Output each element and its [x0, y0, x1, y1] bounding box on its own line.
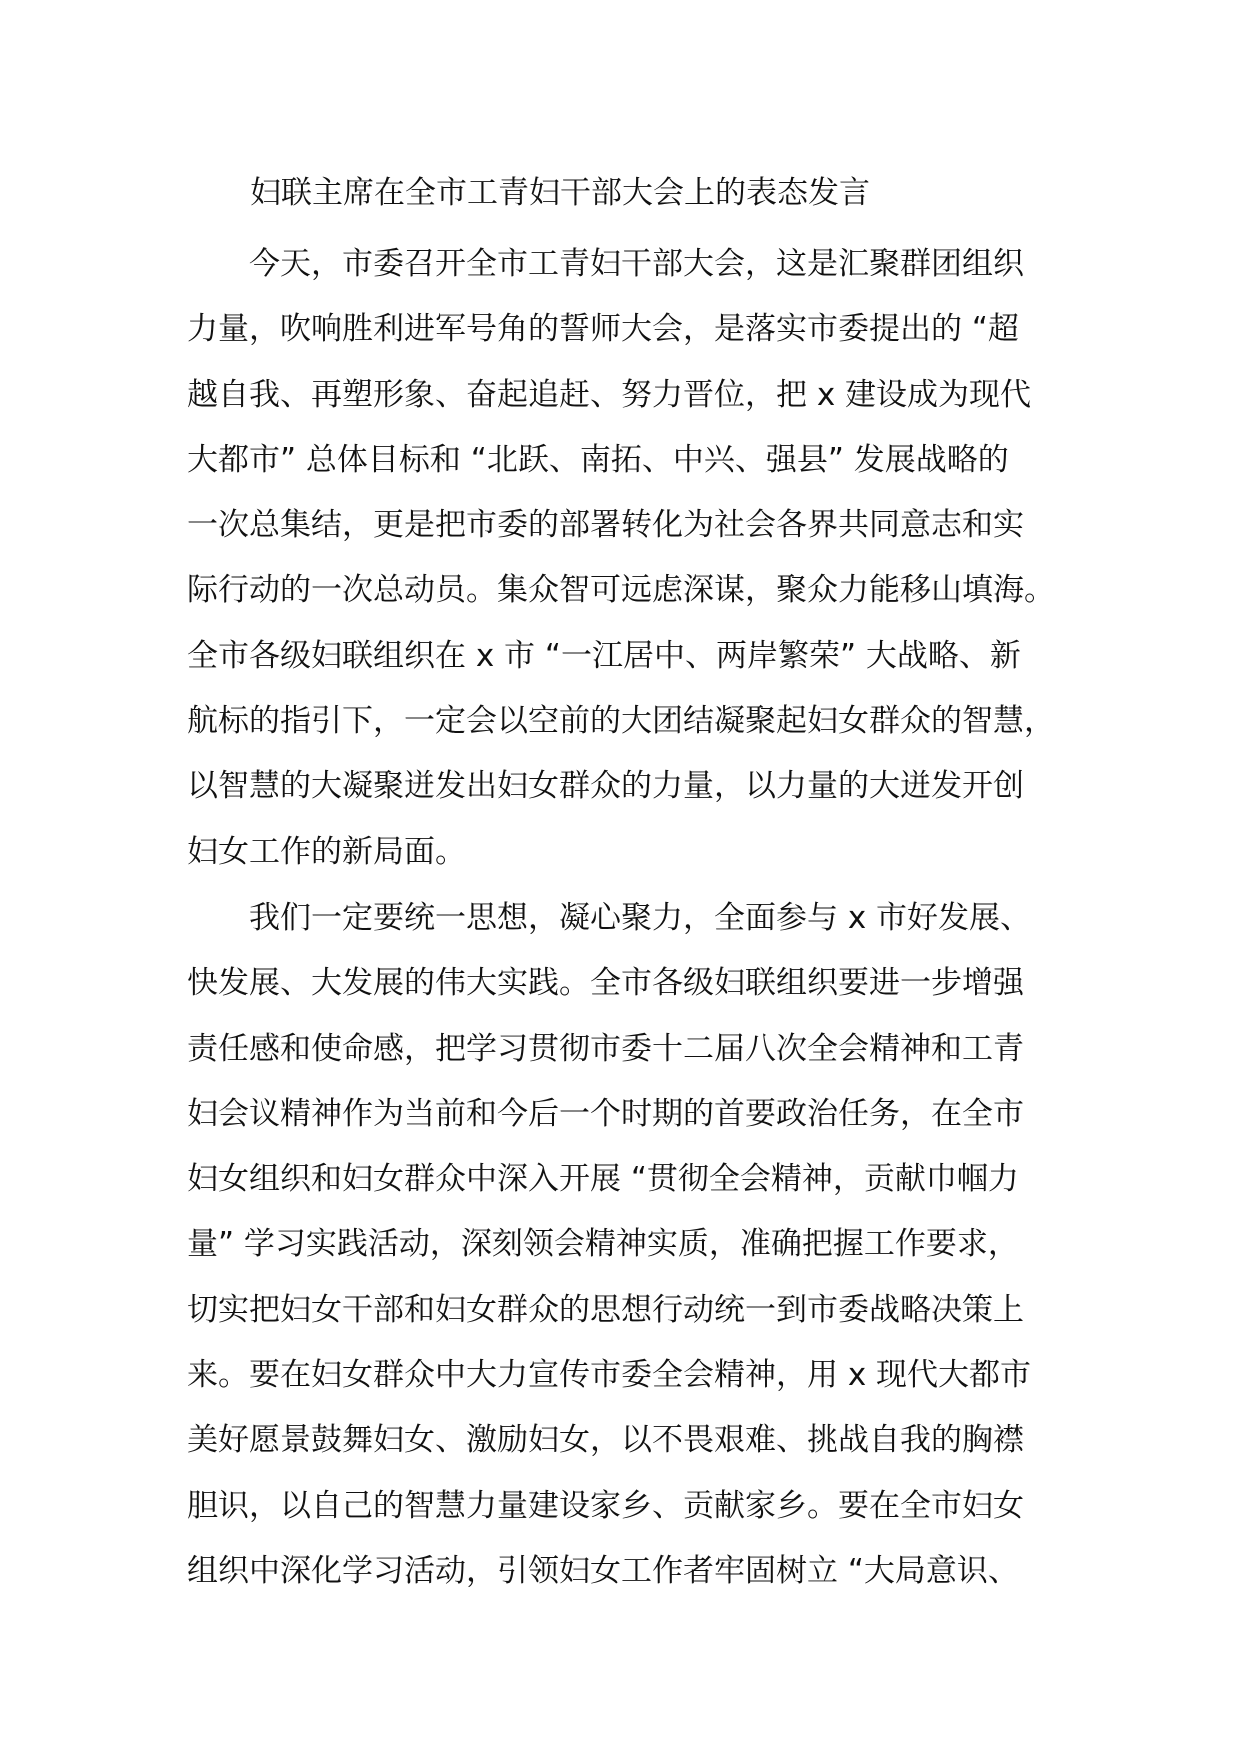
text-line: 来。要在妇女群众中大力宣传市委全会精神，用 x 现代大都市: [187, 1357, 1032, 1394]
text-line: 际行动的一次总动员。集众智可远虑深谋，聚众力能移山填海。: [187, 572, 1055, 609]
text-line: 快发展、大发展的伟大实践。全市各级妇联组织要进一步增强: [187, 965, 1024, 1002]
text-line: 妇女工作的新局面。: [187, 833, 466, 870]
text-line: 切实把妇女干部和妇女群众的思想行动统一到市委战略决策上: [187, 1291, 1024, 1328]
text-line: 越自我、再塑形象、奋起追赶、努力晋位，把 x 建设成为现代: [187, 376, 1032, 413]
document-title: 妇联主席在全市工青妇干部大会上的表态发言: [250, 175, 870, 211]
text-line: 组织中深化学习活动，引领妇女工作者牢固树立 “大局意识、: [187, 1552, 1019, 1589]
text-line: 我们一定要统一思想，凝心聚力，全面参与 x 市好发展、: [249, 900, 1032, 936]
text-line: 责任感和使命感，把学习贯彻市委十二届八次全会精神和工青: [187, 1030, 1024, 1067]
text-line: 量” 学习实践活动，深刻领会精神实质，准确把握工作要求，: [187, 1226, 1019, 1263]
text-line: 航标的指引下，一定会以空前的大团结凝聚起妇女群众的智慧，: [187, 703, 1055, 740]
paragraph-1: [187, 232, 1087, 885]
paragraph-2: [187, 886, 1087, 1604]
text-line: 胆识，以自己的智慧力量建设家乡、贡献家乡。要在全市妇女: [187, 1487, 1024, 1524]
text-line: 力量，吹响胜利进军号角的誓师大会，是落实市委提出的 “超: [187, 311, 1019, 348]
text-line: 妇会议精神作为当前和今后一个时期的首要政治任务，在全市: [187, 1095, 1024, 1132]
text-line: 全市各级妇联组织在 x 市 “一江居中、两岸繁荣” 大战略、新: [187, 637, 1021, 674]
text-line: 美好愿景鼓舞妇女、激励妇女，以不畏艰难、挑战自我的胸襟: [187, 1422, 1024, 1459]
text-line: 今天，市委召开全市工青妇干部大会，这是汇聚群团组织: [249, 246, 1024, 282]
text-line: 妇女组织和妇女群众中深入开展 “贯彻全会精神，贡献巾帼力: [187, 1161, 1019, 1198]
text-line: 以智慧的大凝聚迸发出妇女群众的力量，以力量的大迸发开创: [187, 768, 1024, 805]
text-line: 一次总集结，更是把市委的部署转化为社会各界共同意志和实: [187, 507, 1024, 544]
text-line: 大都市” 总体目标和 “北跃、南拓、中兴、强县” 发展战略的: [187, 441, 1009, 478]
